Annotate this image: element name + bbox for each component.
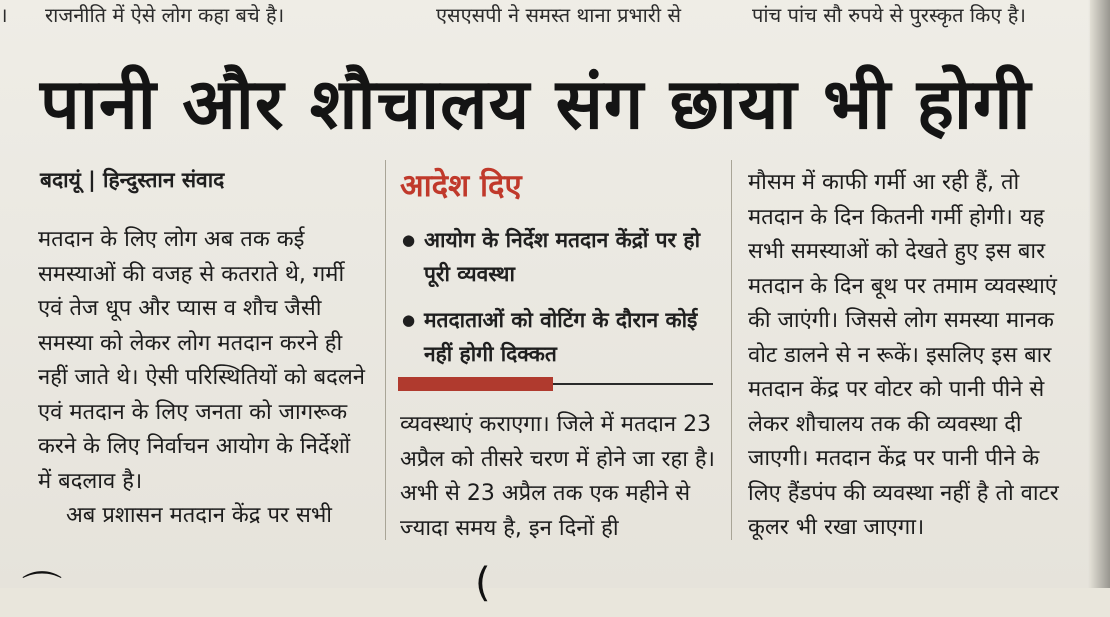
- top-strip: [0, 0, 1090, 34]
- article-column-3: [748, 166, 1068, 546]
- sidebar-bullet: ● मतदाताओं को वोटिंग के दौरान कोई नहीं होगी दिक्कत: [400, 303, 715, 371]
- article-paragraph: मौसम में काफी गर्मी आ रही हैं, तो मतदान के दिन कितनी गर्मी होगी। यह सभी समस्याओं को देखते हुए इस बार मतदान के दिन बूथ पर तमाम व्यवस्थाएं की जाएंगी। जिससे लोग समस्या मानक वोट डालने से न रूकें। इसलिए इस बार मतदान केंद्र पर वोटर को पानी पीने से लेकर शौचालय तक की व्यवस्था दी जाएगी। मतदान केंद्र पर पानी पीने के लिए हैंडपंप की व्यवस्था नहीं है तो वाटर कूलर भी रखा जाएगा।: [748, 170, 1059, 540]
- section-divider-line: [553, 383, 713, 385]
- column-rule: [385, 160, 386, 540]
- headline: पानी और शौचालय संग छाया भी होगी: [40, 63, 1032, 145]
- top-strip-fragment-3: एसएसपी ने समस्त थाना प्रभारी से: [436, 3, 681, 27]
- page-edge-shadow: [1088, 0, 1110, 588]
- bottom-cropped-glyph: ⌒: [22, 569, 62, 615]
- article-column-2: [400, 408, 715, 546]
- article-paragraph: अब प्रशासन मतदान केंद्र पर सभी: [66, 503, 332, 528]
- sidebar-heading: आदेश दिए: [400, 168, 522, 204]
- top-strip-fragment-2: राजनीति में ऐसे लोग कहा बचे है।: [45, 3, 285, 27]
- sidebar-bullet-list: [400, 223, 715, 383]
- section-divider-red: [398, 377, 553, 391]
- dateline: बदायूं | हिन्दुस्तान संवाद: [40, 168, 225, 192]
- article-paragraph: मतदान के लिए लोग अब तक कई समस्याओं की वजह से कतराते थे, गर्मी एवं तेज धूप और प्यास व शौच जैसी समस्या को लेकर लोग मतदान करने ही नहीं जाते थे। ऐसी परिस्थितियों को बदलने एवं मतदान के लिए जनता को जागरूक करने के लिए निर्वाचन आयोग के निर्देशों में बदलाव है।: [38, 227, 365, 494]
- bottom-cropped-glyph: (: [475, 560, 491, 606]
- top-strip-fragment-1: ।: [0, 3, 8, 27]
- column-rule: [731, 160, 732, 540]
- article-paragraph: व्यवस्थाएं कराएगा। जिले में मतदान 23 अप्रैल को तीसरे चरण में होने जा रहा है। अभी से 23 अप्रैल तक एक महीने से ज्यादा समय है, इन दिनों ही: [400, 412, 715, 541]
- sidebar-bullet: ● आयोग के निर्देश मतदान केंद्रों पर हो पूरी व्यवस्था: [400, 223, 715, 291]
- article-column-1: [38, 223, 368, 534]
- top-strip-fragment-4: पांच पांच सौ रुपये से पुरस्कृत किए है।: [752, 3, 1027, 27]
